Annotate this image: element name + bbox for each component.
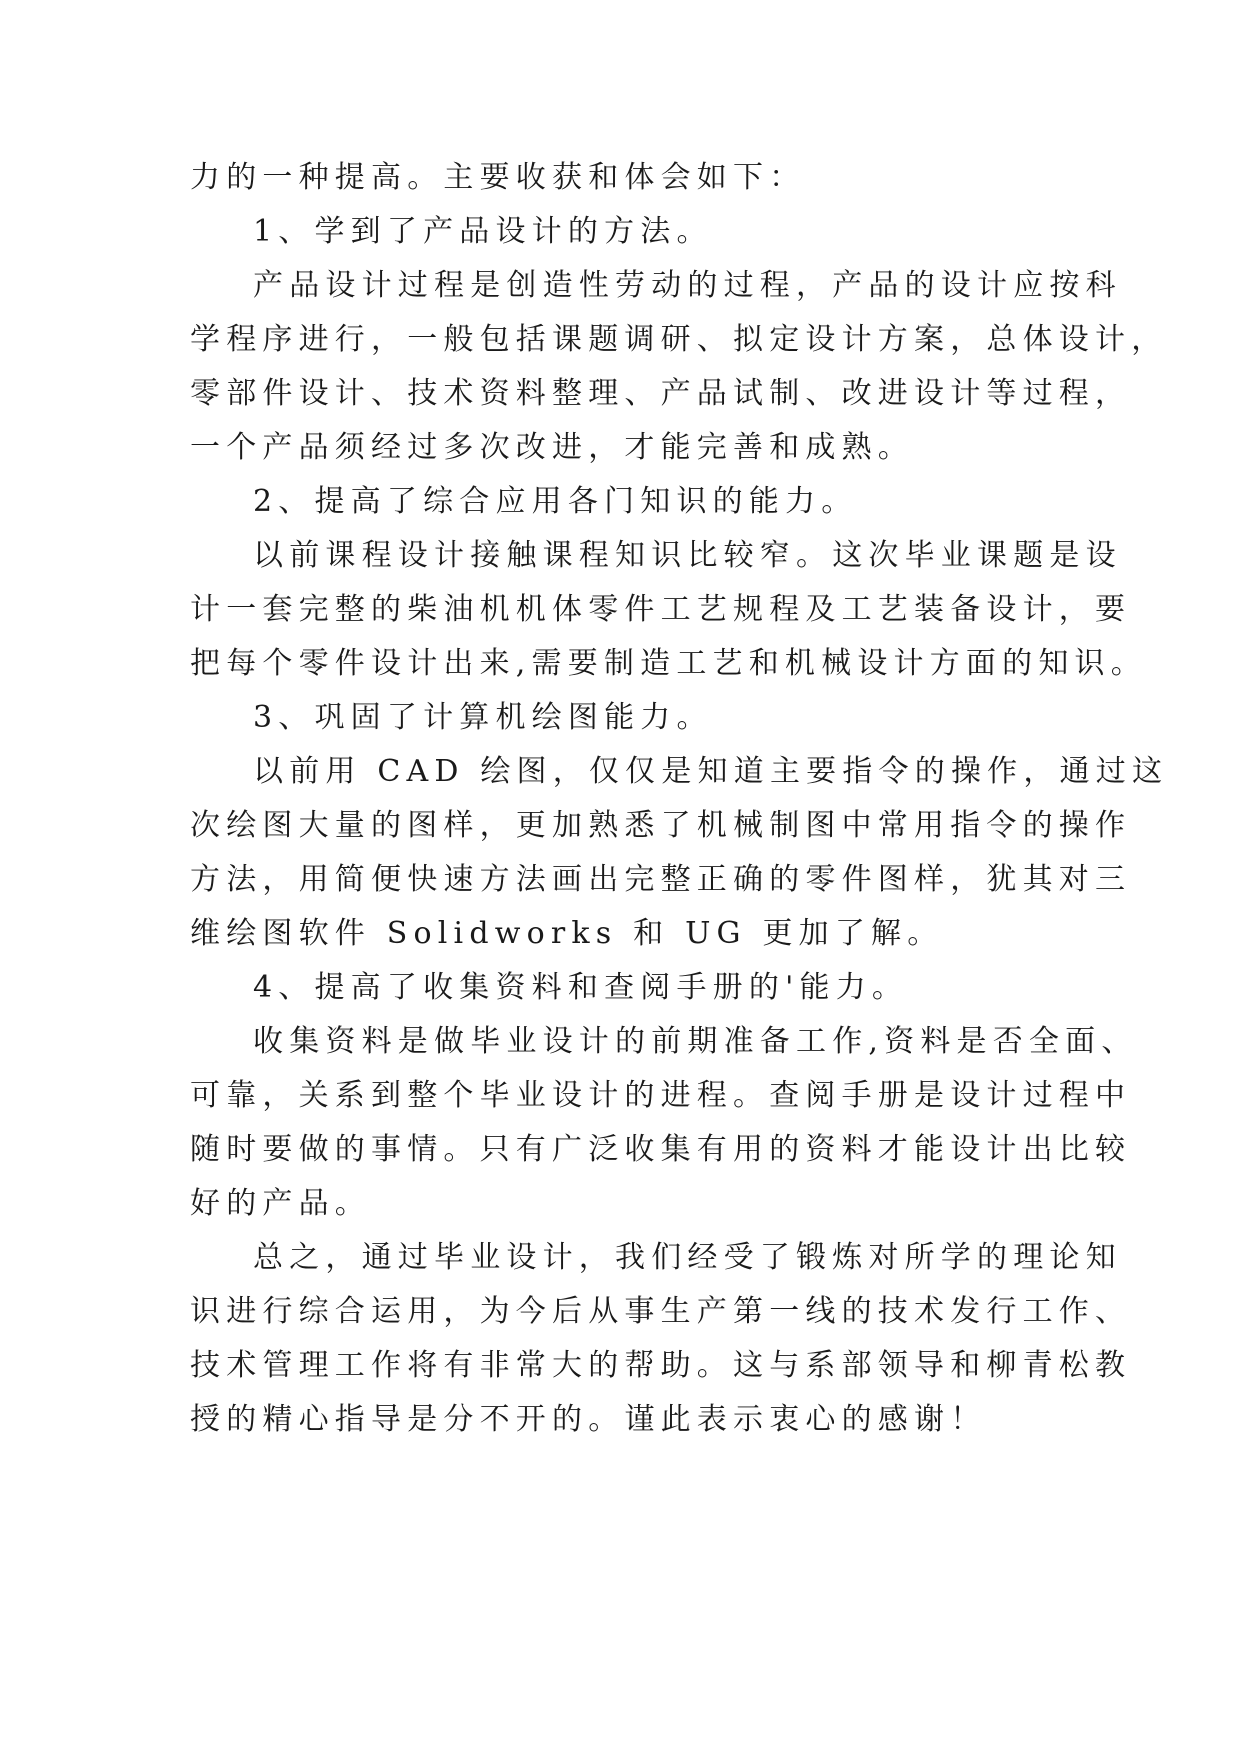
text-line: 以前用 CAD 绘图，仅仅是知道主要指令的操作，通过这 [253, 754, 1169, 789]
text-line: 随时要做的事情。只有广泛收集有用的资料才能设计出比较 [190, 1132, 1132, 1167]
section-heading: 4、提高了收集资料和查阅手册的'能力。 [253, 970, 909, 1005]
text-line: 识进行综合运用，为今后从事生产第一线的技术发行工作、 [190, 1294, 1132, 1329]
section-heading: 3、巩固了计算机绘图能力。 [253, 700, 713, 735]
text-line: 收集资料是做毕业设计的前期准备工作,资料是否全面、 [253, 1024, 1138, 1059]
text-line: 以前课程设计接触课程知识比较窄。这次毕业课题是设 [253, 538, 1122, 573]
text-line: 一个产品须经过多次改进，才能完善和成熟。 [190, 430, 914, 465]
text-line: 产品设计过程是创造性劳动的过程，产品的设计应按科 [253, 268, 1122, 303]
text-line: 可靠，关系到整个毕业设计的进程。查阅手册是设计过程中 [190, 1078, 1132, 1113]
text-line: 计一套完整的柴油机机体零件工艺规程及工艺装备设计，要 [190, 592, 1132, 627]
text-line: 零部件设计、技术资料整理、产品试制、改进设计等过程， [190, 376, 1132, 411]
text-line: 次绘图大量的图样，更加熟悉了机械制图中常用指令的操作 [190, 808, 1132, 843]
text-line: 力的一种提高。主要收获和体会如下： [190, 160, 806, 195]
section-heading: 2、提高了综合应用各门知识的能力。 [253, 484, 858, 519]
text-line: 授的精心指导是分不开的。谨此表示衷心的感谢！ [190, 1402, 987, 1437]
text-line: 维绘图软件 Solidworks 和 UG 更加了解。 [190, 916, 944, 951]
text-line: 方法，用简便快速方法画出完整正确的零件图样，犹其对三 [190, 862, 1132, 897]
text-line: 好的产品。 [190, 1186, 371, 1221]
section-heading: 1、学到了产品设计的方法。 [253, 214, 713, 249]
text-line: 技术管理工作将有非常大的帮助。这与系部领导和柳青松教 [190, 1348, 1132, 1383]
text-line: 总之，通过毕业设计，我们经受了锻炼对所学的理论知 [253, 1240, 1122, 1275]
text-line: 学程序进行，一般包括课题调研、拟定设计方案，总体设计， [190, 322, 1168, 357]
text-line: 把每个零件设计出来,需要制造工艺和机械设计方面的知识。 [190, 646, 1147, 681]
